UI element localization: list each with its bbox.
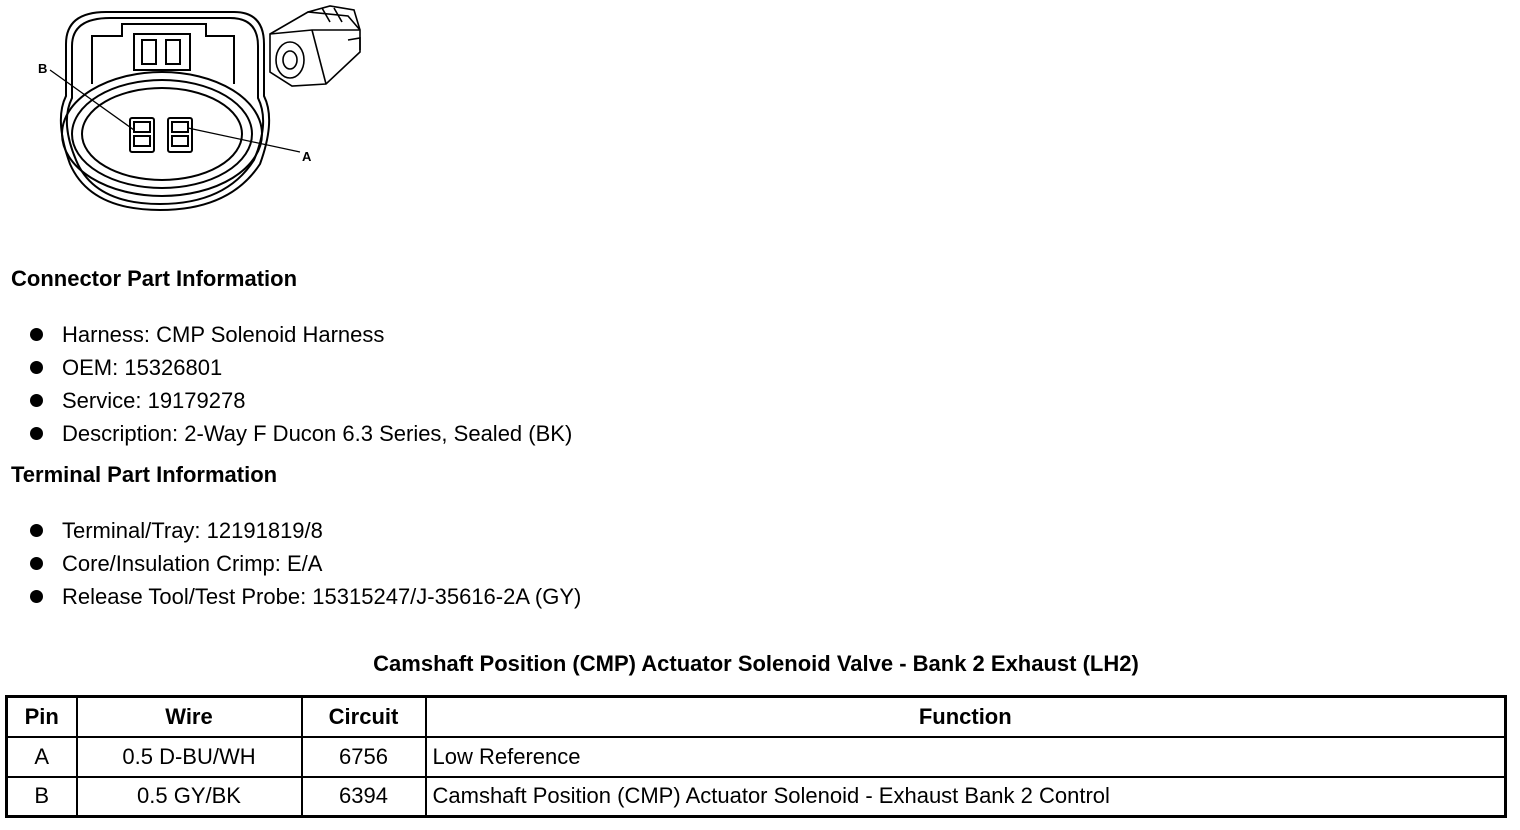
header-wire: Wire: [77, 697, 302, 737]
cavity-a: [168, 118, 192, 152]
release-tool-text: Release Tool/Test Probe: 15315247/J-35616-2A (GY): [62, 584, 582, 609]
pin-table-title: Camshaft Position (CMP) Actuator Solenoid Valve - Bank 2 Exhaust (LH2): [373, 651, 1139, 676]
cavity-b: [130, 118, 154, 152]
terminal-part-info-heading: Terminal Part Information: [11, 462, 278, 487]
pin-b-label: B: [38, 61, 48, 76]
cell-pin: B: [7, 777, 77, 817]
list-item: [28, 514, 581, 547]
bullet-icon: [30, 557, 43, 570]
list-item: [28, 580, 581, 613]
bullet-icon: [30, 394, 43, 407]
list-item: [28, 547, 581, 580]
list-item: [28, 318, 572, 351]
bullet-icon: [30, 524, 43, 537]
bullet-icon: [30, 328, 43, 341]
list-item: [28, 384, 572, 417]
harness-text: Harness: CMP Solenoid Harness: [62, 322, 385, 347]
cell-wire: 0.5 D-BU/WH: [77, 737, 302, 777]
cell-pin: A: [7, 737, 77, 777]
list-item: [28, 417, 572, 450]
terminal-tray-text: Terminal/Tray: 12191819/8: [62, 518, 323, 543]
service-text: Service: 19179278: [62, 388, 246, 413]
header-pin: Pin: [7, 697, 77, 737]
bullet-icon: [30, 427, 43, 440]
header-circuit: Circuit: [302, 697, 426, 737]
cell-wire: 0.5 GY/BK: [77, 777, 302, 817]
cell-function: Low Reference: [426, 737, 1506, 777]
table-row: [7, 777, 1506, 817]
pin-a-label: A: [302, 149, 312, 164]
cell-circuit: 6394: [302, 777, 426, 817]
bullet-icon: [30, 590, 43, 603]
description-text: Description: 2-Way F Ducon 6.3 Series, Sealed (BK): [62, 421, 573, 446]
table-header-row: [7, 697, 1506, 737]
cell-function: Camshaft Position (CMP) Actuator Solenoid - Exhaust Bank 2 Control: [426, 777, 1506, 817]
connector-part-info-list: [28, 318, 572, 450]
list-item: [28, 351, 572, 384]
crimp-text: Core/Insulation Crimp: E/A: [62, 551, 323, 576]
connector-part-info-heading: Connector Part Information: [11, 266, 298, 291]
connector-isometric-icon: [270, 6, 360, 86]
table-row: [7, 737, 1506, 777]
header-function: Function: [426, 697, 1506, 737]
cell-circuit: 6756: [302, 737, 426, 777]
terminal-part-info-list: [28, 514, 581, 613]
connector-face-diagram: [30, 0, 370, 215]
seal-outer-oval: [62, 72, 262, 196]
oem-text: OEM: 15326801: [62, 355, 223, 380]
pin-table: [5, 695, 1507, 818]
bullet-icon: [30, 361, 43, 374]
